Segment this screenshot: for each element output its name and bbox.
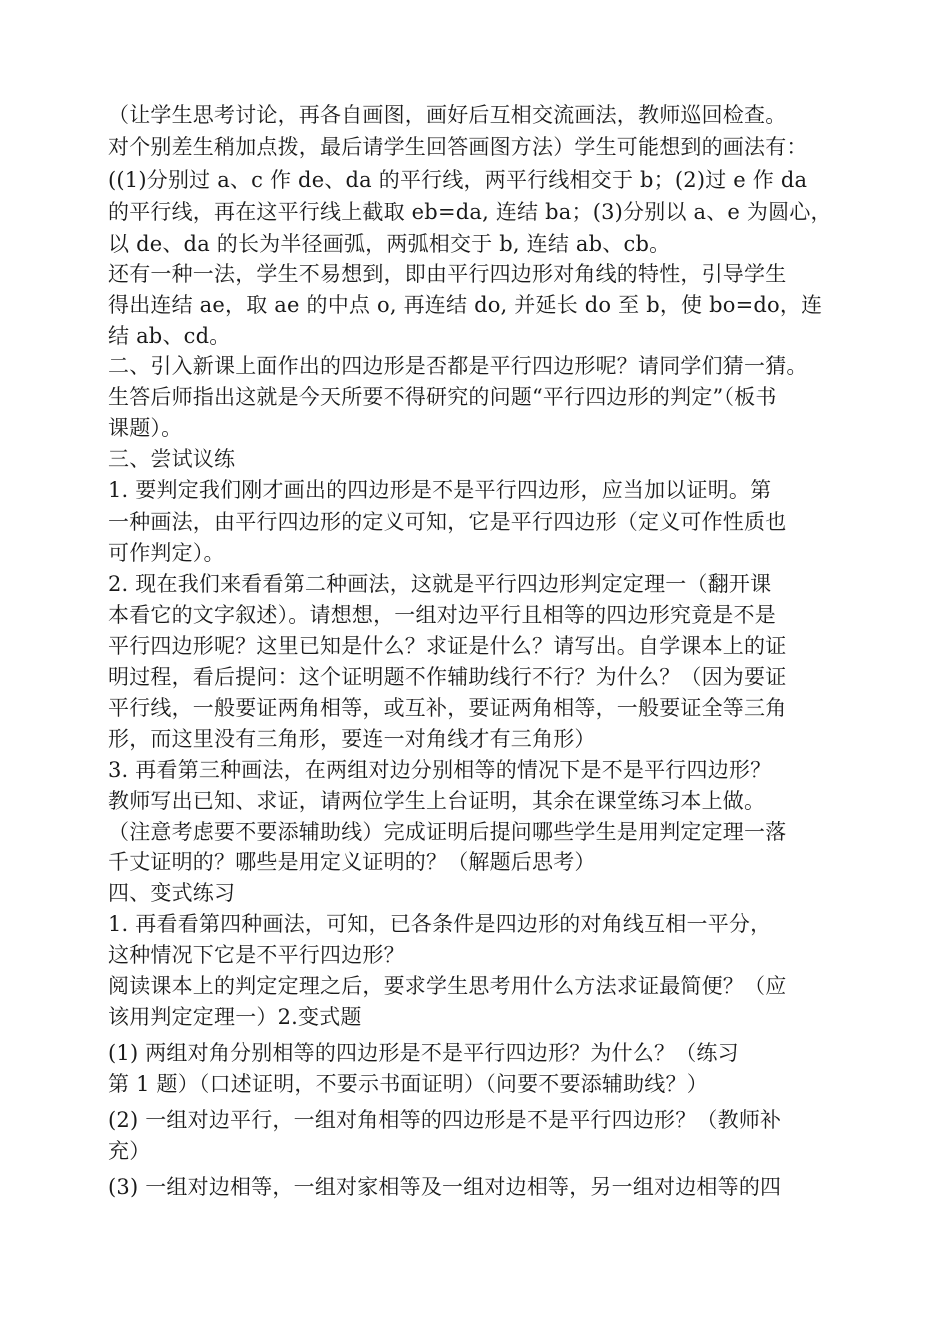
text-line: (2) 一组对边平行，一组对角相等的四边形是不是平行四边形？（教师补	[108, 1108, 782, 1132]
text-line: 千丈证明的？哪些是用定义证明的？（解题后思考）	[108, 850, 596, 874]
text-line: 该用判定定理一）2.变式题	[108, 1005, 362, 1029]
text-line: 第 1 题）（口述证明，不要示书面证明）（问要不要添辅助线？）	[108, 1072, 708, 1096]
text-line: （注意考虑要不要添辅助线）完成证明后提问哪些学生是用判定定理一落	[108, 820, 787, 844]
text-line: 对个别差生稍加点拨，最后请学生回答画图方法）学生可能想到的画法有：	[108, 135, 808, 159]
text-line: 平行线，一般要证两角相等，或互补，要证两角相等，一般要证全等三角	[108, 696, 787, 720]
text-line: 得出连结 ae，取 ae 的中点 o, 再连结 do, 并延长 do 至 b，使 bo=do，连	[108, 293, 823, 317]
section-heading: 四、变式练习	[108, 881, 236, 905]
text-line: 课题）。	[108, 416, 183, 440]
text-line: (3) 一组对边相等，一组对家相等及一组对边相等，另一组对边相等的四	[108, 1175, 782, 1199]
text-line: 生答后师指出这就是今天所要不得研究的问题“平行四边形的判定”（板书	[108, 385, 777, 409]
text-line: 形，而这里没有三角形，要连一对角线才有三角形）	[108, 727, 596, 751]
text-line: 还有一种一法，学生不易想到，即由平行四边形对角线的特性，引导学生	[108, 262, 787, 286]
text-line: 教师写出已知、求证，请两位学生上台证明，其余在课堂练习本上做。	[108, 789, 766, 813]
text-line: 本看它的文字叙述）。请想想，一组对边平行且相等的四边形究竟是不是	[108, 603, 776, 627]
text-line: 明过程，看后提问：这个证明题不作辅助线行不行？为什么？（因为要证	[108, 665, 787, 689]
text-line: 的平行线，再在这平行线上截取 eb=da, 连结 ba；(3)分别以 a、e 为圆心，	[108, 200, 832, 224]
text-line: 1. 要判定我们刚才画出的四边形是不是平行四边形，应当加以证明。第	[108, 478, 772, 502]
text-line: 这种情况下它是不平行四边形？	[108, 943, 405, 967]
section-heading: 三、尝试议练	[108, 447, 236, 471]
text-line: ((1)分别过 a、c 作 de、da 的平行线，两平行线相交于 b；(2)过 e 作 da	[108, 168, 808, 192]
text-line: 2. 现在我们来看看第二种画法，这就是平行四边形判定定理一（翻开课	[108, 572, 772, 596]
text-line: （让学生思考讨论，再各自画图，画好后互相交流画法，教师巡回检查。	[108, 103, 787, 127]
text-line: 可作判定）。	[108, 541, 225, 565]
text-line: 充）	[108, 1139, 151, 1163]
text-line: 一种画法，由平行四边形的定义可知，它是平行四边形（定义可作性质也	[108, 510, 787, 534]
text-line: (1) 两组对角分别相等的四边形是不是平行四边形？为什么？（练习	[108, 1041, 739, 1065]
text-line: 平行四边形呢？这里已知是什么？求证是什么？请写出。自学课本上的证	[108, 634, 787, 658]
text-line: 阅读课本上的判定定理之后，要求学生思考用什么方法求证最简便？（应	[108, 974, 787, 998]
text-line: 二、引入新课上面作出的四边形是否都是平行四边形呢？请同学们猜一猜。	[108, 354, 808, 378]
text-line: 结 ab、cd。	[108, 324, 231, 348]
text-line: 以 de、da 的长为半径画弧，两弧相交于 b, 连结 ab、cb。	[108, 232, 671, 256]
text-line: 3. 再看第三种画法，在两组对边分别相等的情况下是不是平行四边形？	[108, 758, 772, 782]
text-line: 1. 再看看第四种画法，可知，已各条件是四边形的对角线互相一平分，	[108, 912, 772, 936]
